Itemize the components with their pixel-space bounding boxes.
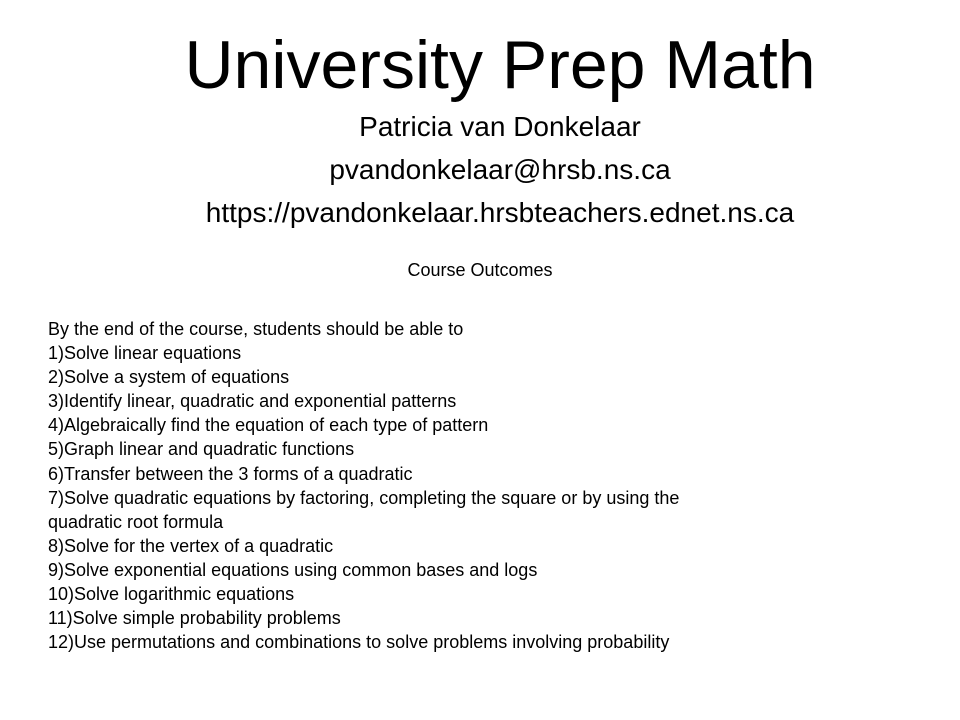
outcome-item: 9)Solve exponential equations using common bases and logs bbox=[48, 559, 538, 580]
slide-title: University Prep Math bbox=[184, 27, 816, 103]
outcome-item: 6)Transfer between the 3 forms of a quadratic bbox=[48, 463, 413, 484]
outcome-item: 12)Use permutations and combinations to solve problems involving probability bbox=[48, 632, 670, 653]
outcome-item: 1)Solve linear equations bbox=[48, 343, 242, 364]
outcomes-heading: Course Outcomes bbox=[407, 260, 553, 280]
outcome-item: 7)Solve quadratic equations by factoring, completing the square or by using the bbox=[48, 487, 680, 508]
outcome-item: 2)Solve a system of equations bbox=[48, 367, 290, 388]
teacher-website: https://pvandonkelaar.hrsbteachers.ednet.ns.ca bbox=[205, 197, 795, 228]
outcome-item: 11)Solve simple probability problems bbox=[48, 608, 341, 629]
teacher-email: pvandonkelaar@hrsb.ns.ca bbox=[329, 154, 671, 185]
outcomes-list bbox=[48, 317, 938, 654]
outcome-item: 10)Solve logarithmic equations bbox=[48, 584, 295, 605]
outcomes-intro: By the end of the course, students should be able to bbox=[48, 319, 464, 339]
outcome-item: 5)Graph linear and quadratic functions bbox=[48, 439, 355, 460]
outcome-item: 8)Solve for the vertex of a quadratic bbox=[48, 535, 334, 556]
outcome-item: 3)Identify linear, quadratic and exponential patterns bbox=[48, 391, 457, 412]
teacher-name: Patricia van Donkelaar bbox=[359, 111, 641, 142]
outcome-item-continued: quadratic root formula bbox=[48, 511, 224, 532]
outcome-item: 4)Algebraically find the equation of each type of pattern bbox=[48, 415, 489, 436]
